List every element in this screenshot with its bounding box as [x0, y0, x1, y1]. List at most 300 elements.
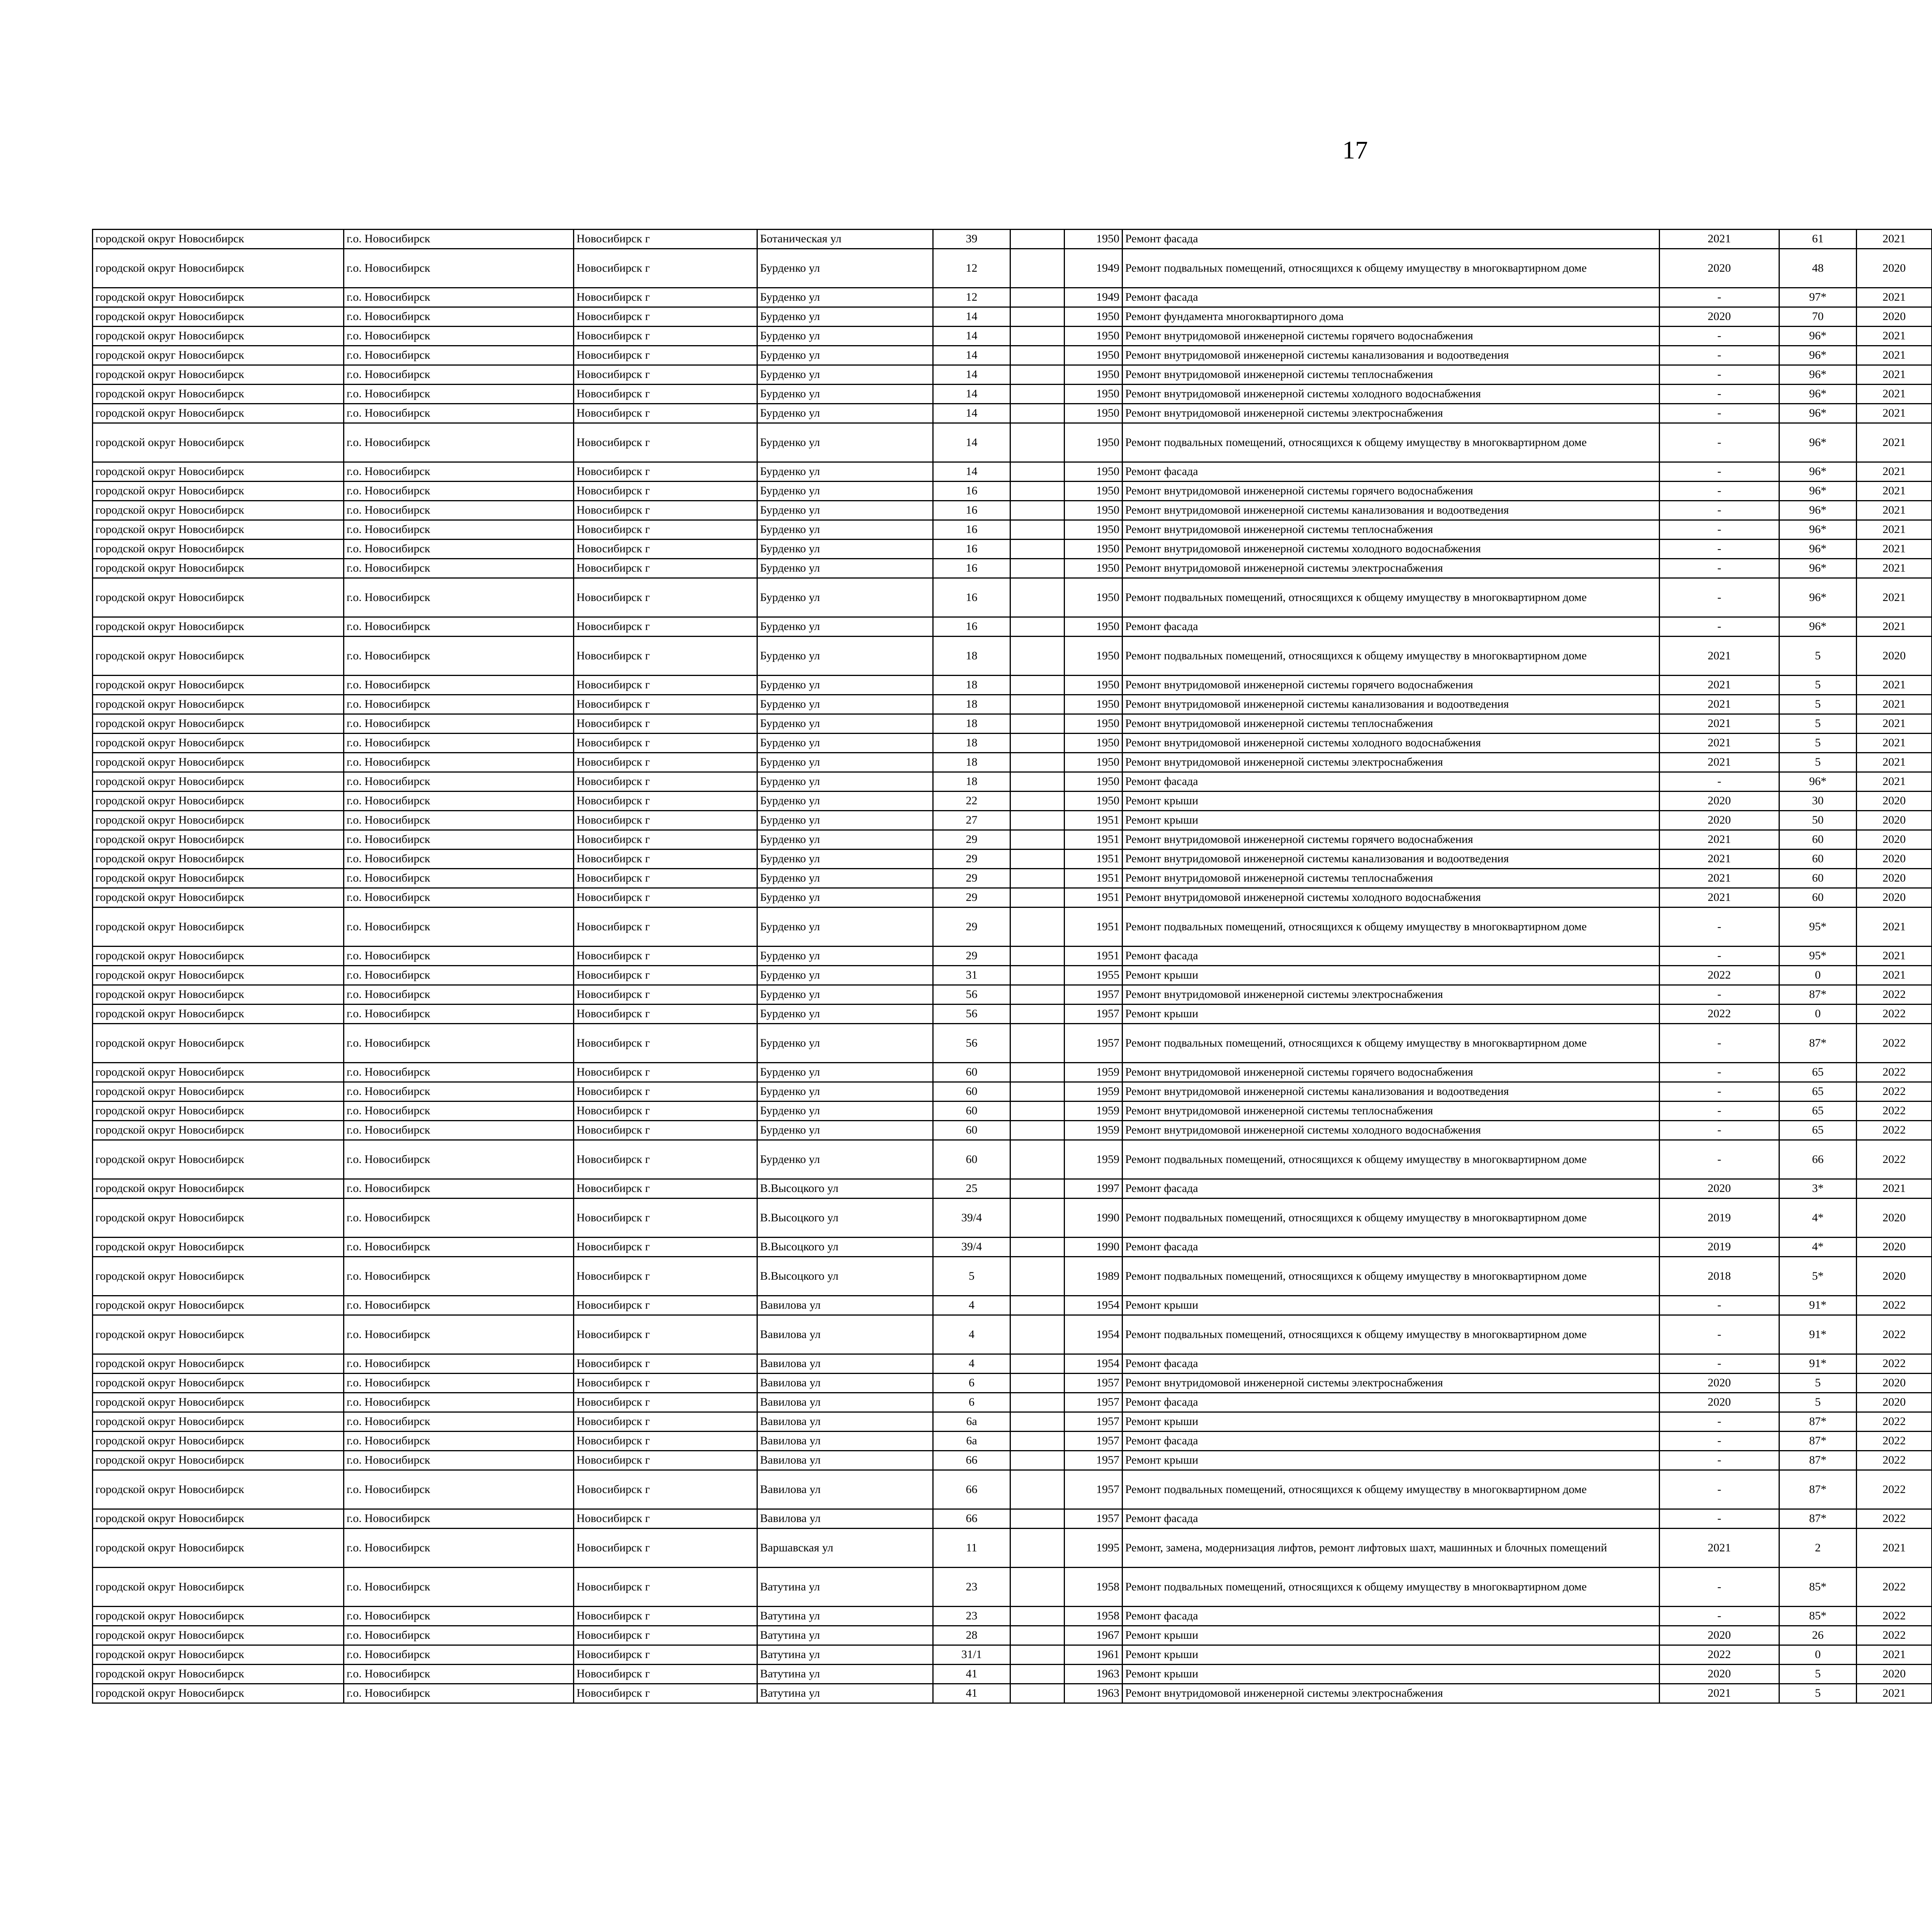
- cell-plan-year-start: 2020: [1857, 869, 1932, 888]
- cell-year-built: 1957: [1065, 1451, 1122, 1470]
- cell-street: Вавилова ул: [757, 1432, 933, 1451]
- cell-building: [1010, 1626, 1065, 1645]
- cell-settlement: г.о. Новосибирск: [344, 869, 574, 888]
- cell-last-repair-year: -: [1660, 947, 1779, 966]
- cell-building: [1010, 1024, 1065, 1063]
- cell-street: В.Высоцкого ул: [757, 1238, 933, 1257]
- cell-plan-year-start: 2022: [1857, 1024, 1932, 1063]
- cell-settlement: г.о. Новосибирск: [344, 327, 574, 346]
- cell-work-type: Ремонт внутридомовой инженерной системы теплоснабжения: [1122, 714, 1660, 734]
- cell-building: [1010, 1140, 1065, 1179]
- cell-year-built: 1950: [1065, 714, 1122, 734]
- cell-street: Бурденко ул: [757, 1121, 933, 1140]
- cell-wear-percent: 97*: [1779, 288, 1857, 307]
- cell-street: Бурденко ул: [757, 1140, 933, 1179]
- cell-municipality: городской округ Новосибирск: [93, 482, 344, 501]
- table-row: [93, 307, 1932, 327]
- cell-plan-year-start: 2022: [1857, 1432, 1932, 1451]
- cell-last-repair-year: -: [1660, 365, 1779, 385]
- cell-municipality: городской округ Новосибирск: [93, 1354, 344, 1374]
- cell-plan-year-start: 2020: [1857, 1374, 1932, 1393]
- cell-plan-year-start: 2021: [1857, 617, 1932, 637]
- cell-locality: Новосибирск г: [574, 617, 757, 637]
- cell-work-type: Ремонт фасада: [1122, 947, 1660, 966]
- cell-locality: Новосибирск г: [574, 1257, 757, 1296]
- cell-year-built: 1995: [1065, 1529, 1122, 1568]
- cell-year-built: 1958: [1065, 1607, 1122, 1626]
- cell-settlement: г.о. Новосибирск: [344, 578, 574, 617]
- cell-wear-percent: 96*: [1779, 385, 1857, 404]
- cell-plan-year-start: 2022: [1857, 1296, 1932, 1315]
- cell-wear-percent: 87*: [1779, 1432, 1857, 1451]
- cell-year-built: 1959: [1065, 1121, 1122, 1140]
- cell-house-number: 16: [933, 617, 1010, 637]
- cell-settlement: г.о. Новосибирск: [344, 288, 574, 307]
- table-row: [93, 501, 1932, 520]
- table-row: [93, 365, 1932, 385]
- cell-settlement: г.о. Новосибирск: [344, 714, 574, 734]
- cell-locality: Новосибирск г: [574, 578, 757, 617]
- cell-plan-year-start: 2021: [1857, 734, 1932, 753]
- cell-building: [1010, 540, 1065, 559]
- cell-wear-percent: 5: [1779, 1374, 1857, 1393]
- table-row: [93, 1004, 1932, 1024]
- cell-settlement: г.о. Новосибирск: [344, 1024, 574, 1063]
- cell-street: Ватутина ул: [757, 1684, 933, 1703]
- cell-house-number: 4: [933, 1354, 1010, 1374]
- cell-street: Бурденко ул: [757, 365, 933, 385]
- cell-year-built: 1963: [1065, 1665, 1122, 1684]
- cell-plan-year-start: 2020: [1857, 1393, 1932, 1412]
- cell-settlement: г.о. Новосибирск: [344, 1121, 574, 1140]
- cell-settlement: г.о. Новосибирск: [344, 520, 574, 540]
- cell-work-type: Ремонт внутридомовой инженерной системы горячего водоснабжения: [1122, 482, 1660, 501]
- cell-plan-year-start: 2021: [1857, 966, 1932, 985]
- cell-locality: Новосибирск г: [574, 346, 757, 365]
- cell-street: Ватутина ул: [757, 1568, 933, 1607]
- cell-work-type: Ремонт внутридомовой инженерной системы электроснабжения: [1122, 985, 1660, 1004]
- cell-locality: Новосибирск г: [574, 772, 757, 792]
- table-row: [93, 1257, 1932, 1296]
- cell-year-built: 1951: [1065, 850, 1122, 869]
- cell-year-built: 1950: [1065, 327, 1122, 346]
- cell-wear-percent: 60: [1779, 830, 1857, 850]
- cell-plan-year-start: 2020: [1857, 888, 1932, 907]
- table-row: [93, 1374, 1932, 1393]
- cell-plan-year-start: 2022: [1857, 985, 1932, 1004]
- table-row: [93, 888, 1932, 907]
- cell-last-repair-year: -: [1660, 1432, 1779, 1451]
- cell-wear-percent: 4*: [1779, 1238, 1857, 1257]
- cell-locality: Новосибирск г: [574, 1121, 757, 1140]
- cell-street: Бурденко ул: [757, 637, 933, 676]
- table-row: [93, 985, 1932, 1004]
- cell-house-number: 66: [933, 1509, 1010, 1529]
- cell-plan-year-start: 2021: [1857, 404, 1932, 423]
- cell-building: [1010, 617, 1065, 637]
- cell-wear-percent: 91*: [1779, 1315, 1857, 1354]
- cell-street: Бурденко ул: [757, 520, 933, 540]
- cell-street: Бурденко ул: [757, 501, 933, 520]
- cell-year-built: 1997: [1065, 1179, 1122, 1199]
- repair-registry-table: [92, 229, 1932, 1704]
- cell-locality: Новосибирск г: [574, 462, 757, 482]
- cell-last-repair-year: 2021: [1660, 1529, 1779, 1568]
- table-row: [93, 404, 1932, 423]
- table-row: [93, 1432, 1932, 1451]
- cell-wear-percent: 5: [1779, 1684, 1857, 1703]
- cell-building: [1010, 1082, 1065, 1102]
- cell-house-number: 31: [933, 966, 1010, 985]
- cell-locality: Новосибирск г: [574, 947, 757, 966]
- cell-house-number: 29: [933, 947, 1010, 966]
- cell-plan-year-start: 2020: [1857, 792, 1932, 811]
- cell-municipality: городской округ Новосибирск: [93, 385, 344, 404]
- cell-wear-percent: 87*: [1779, 1412, 1857, 1432]
- cell-building: [1010, 1179, 1065, 1199]
- cell-settlement: г.о. Новосибирск: [344, 772, 574, 792]
- cell-year-built: 1950: [1065, 695, 1122, 714]
- cell-wear-percent: 5: [1779, 714, 1857, 734]
- cell-plan-year-start: 2021: [1857, 559, 1932, 578]
- cell-wear-percent: 48: [1779, 249, 1857, 288]
- cell-municipality: городской округ Новосибирск: [93, 230, 344, 249]
- cell-street: Бурденко ул: [757, 249, 933, 288]
- cell-settlement: г.о. Новосибирск: [344, 617, 574, 637]
- cell-settlement: г.о. Новосибирск: [344, 907, 574, 947]
- cell-locality: Новосибирск г: [574, 1626, 757, 1645]
- cell-work-type: Ремонт внутридомовой инженерной системы теплоснабжения: [1122, 520, 1660, 540]
- cell-street: Бурденко ул: [757, 385, 933, 404]
- cell-work-type: Ремонт внутридомовой инженерной системы теплоснабжения: [1122, 365, 1660, 385]
- cell-plan-year-start: 2021: [1857, 288, 1932, 307]
- cell-street: Ватутина ул: [757, 1645, 933, 1665]
- cell-locality: Новосибирск г: [574, 1393, 757, 1412]
- cell-municipality: городской округ Новосибирск: [93, 501, 344, 520]
- cell-building: [1010, 1645, 1065, 1665]
- table-row: [93, 1451, 1932, 1470]
- cell-street: Вавилова ул: [757, 1354, 933, 1374]
- cell-wear-percent: 96*: [1779, 578, 1857, 617]
- cell-building: [1010, 1451, 1065, 1470]
- cell-house-number: 14: [933, 404, 1010, 423]
- cell-work-type: Ремонт внутридомовой инженерной системы канализования и водоотведения: [1122, 346, 1660, 365]
- cell-year-built: 1990: [1065, 1199, 1122, 1238]
- cell-building: [1010, 714, 1065, 734]
- cell-street: Вавилова ул: [757, 1296, 933, 1315]
- cell-last-repair-year: -: [1660, 1024, 1779, 1063]
- table-row: [93, 482, 1932, 501]
- cell-house-number: 16: [933, 520, 1010, 540]
- cell-locality: Новосибирск г: [574, 1432, 757, 1451]
- cell-municipality: городской округ Новосибирск: [93, 423, 344, 462]
- cell-locality: Новосибирск г: [574, 1607, 757, 1626]
- cell-wear-percent: 87*: [1779, 1024, 1857, 1063]
- cell-house-number: 6: [933, 1374, 1010, 1393]
- cell-work-type: Ремонт фасада: [1122, 462, 1660, 482]
- cell-locality: Новосибирск г: [574, 385, 757, 404]
- cell-last-repair-year: -: [1660, 1063, 1779, 1082]
- cell-work-type: Ремонт внутридомовой инженерной системы горячего водоснабжения: [1122, 1063, 1660, 1082]
- cell-municipality: городской округ Новосибирск: [93, 1315, 344, 1354]
- cell-work-type: Ремонт фундамента многоквартирного дома: [1122, 307, 1660, 327]
- cell-building: [1010, 1296, 1065, 1315]
- cell-last-repair-year: -: [1660, 404, 1779, 423]
- cell-plan-year-start: 2021: [1857, 423, 1932, 462]
- table-row: [93, 850, 1932, 869]
- cell-last-repair-year: -: [1660, 1470, 1779, 1509]
- cell-year-built: 1950: [1065, 637, 1122, 676]
- cell-work-type: Ремонт крыши: [1122, 811, 1660, 830]
- cell-municipality: городской округ Новосибирск: [93, 1140, 344, 1179]
- cell-house-number: 41: [933, 1665, 1010, 1684]
- cell-municipality: городской округ Новосибирск: [93, 714, 344, 734]
- cell-year-built: 1950: [1065, 734, 1122, 753]
- cell-municipality: городской округ Новосибирск: [93, 540, 344, 559]
- cell-year-built: 1959: [1065, 1102, 1122, 1121]
- cell-building: [1010, 327, 1065, 346]
- cell-house-number: 6: [933, 1393, 1010, 1412]
- cell-work-type: Ремонт крыши: [1122, 1412, 1660, 1432]
- cell-locality: Новосибирск г: [574, 869, 757, 888]
- cell-last-repair-year: 2021: [1660, 714, 1779, 734]
- cell-plan-year-start: 2022: [1857, 1607, 1932, 1626]
- cell-house-number: 16: [933, 501, 1010, 520]
- cell-house-number: 31/1: [933, 1645, 1010, 1665]
- cell-settlement: г.о. Новосибирск: [344, 1568, 574, 1607]
- cell-building: [1010, 869, 1065, 888]
- cell-settlement: г.о. Новосибирск: [344, 482, 574, 501]
- cell-house-number: 60: [933, 1082, 1010, 1102]
- cell-plan-year-start: 2022: [1857, 1451, 1932, 1470]
- cell-year-built: 1949: [1065, 288, 1122, 307]
- cell-house-number: 39: [933, 230, 1010, 249]
- cell-work-type: Ремонт подвальных помещений, относящихся к общему имуществу в многоквартирном доме: [1122, 1257, 1660, 1296]
- cell-building: [1010, 676, 1065, 695]
- cell-plan-year-start: 2022: [1857, 1140, 1932, 1179]
- cell-house-number: 23: [933, 1568, 1010, 1607]
- cell-year-built: 1957: [1065, 1374, 1122, 1393]
- cell-settlement: г.о. Новосибирск: [344, 1063, 574, 1082]
- table-row: [93, 249, 1932, 288]
- cell-year-built: 1950: [1065, 617, 1122, 637]
- cell-house-number: 39/4: [933, 1199, 1010, 1238]
- cell-house-number: 16: [933, 559, 1010, 578]
- cell-municipality: городской округ Новосибирск: [93, 404, 344, 423]
- cell-wear-percent: 5: [1779, 1665, 1857, 1684]
- table-row: [93, 1296, 1932, 1315]
- cell-house-number: 56: [933, 1004, 1010, 1024]
- cell-work-type: Ремонт крыши: [1122, 1004, 1660, 1024]
- cell-building: [1010, 1121, 1065, 1140]
- cell-last-repair-year: 2020: [1660, 1179, 1779, 1199]
- cell-wear-percent: 5*: [1779, 1257, 1857, 1296]
- cell-work-type: Ремонт внутридомовой инженерной системы электроснабжения: [1122, 1374, 1660, 1393]
- cell-building: [1010, 966, 1065, 985]
- cell-plan-year-start: 2021: [1857, 346, 1932, 365]
- cell-street: Ватутина ул: [757, 1607, 933, 1626]
- cell-municipality: городской округ Новосибирск: [93, 1238, 344, 1257]
- cell-year-built: 1958: [1065, 1568, 1122, 1607]
- cell-locality: Новосибирск г: [574, 907, 757, 947]
- cell-street: Бурденко ул: [757, 985, 933, 1004]
- cell-last-repair-year: -: [1660, 1315, 1779, 1354]
- cell-last-repair-year: -: [1660, 423, 1779, 462]
- cell-house-number: 18: [933, 734, 1010, 753]
- cell-last-repair-year: -: [1660, 1121, 1779, 1140]
- cell-building: [1010, 792, 1065, 811]
- cell-work-type: Ремонт фасада: [1122, 1607, 1660, 1626]
- table-row: [93, 559, 1932, 578]
- table-row: [93, 1568, 1932, 1607]
- cell-street: Бурденко ул: [757, 617, 933, 637]
- cell-plan-year-start: 2022: [1857, 1354, 1932, 1374]
- cell-settlement: г.о. Новосибирск: [344, 850, 574, 869]
- cell-settlement: г.о. Новосибирск: [344, 792, 574, 811]
- cell-municipality: городской округ Новосибирск: [93, 1626, 344, 1645]
- cell-settlement: г.о. Новосибирск: [344, 676, 574, 695]
- cell-municipality: городской округ Новосибирск: [93, 869, 344, 888]
- cell-street: В.Высоцкого ул: [757, 1179, 933, 1199]
- cell-street: В.Высоцкого ул: [757, 1257, 933, 1296]
- cell-last-repair-year: -: [1660, 907, 1779, 947]
- cell-house-number: 16: [933, 540, 1010, 559]
- cell-locality: Новосибирск г: [574, 1529, 757, 1568]
- cell-plan-year-start: 2021: [1857, 482, 1932, 501]
- table-row: [93, 578, 1932, 617]
- cell-last-repair-year: -: [1660, 482, 1779, 501]
- cell-house-number: 60: [933, 1121, 1010, 1140]
- cell-plan-year-start: 2021: [1857, 714, 1932, 734]
- cell-wear-percent: 5: [1779, 1393, 1857, 1412]
- cell-building: [1010, 249, 1065, 288]
- cell-house-number: 18: [933, 714, 1010, 734]
- cell-last-repair-year: 2021: [1660, 753, 1779, 772]
- cell-wear-percent: 5: [1779, 695, 1857, 714]
- cell-street: Бурденко ул: [757, 888, 933, 907]
- cell-building: [1010, 346, 1065, 365]
- table-row: [93, 637, 1932, 676]
- cell-building: [1010, 559, 1065, 578]
- cell-last-repair-year: 2020: [1660, 307, 1779, 327]
- cell-locality: Новосибирск г: [574, 1665, 757, 1684]
- cell-locality: Новосибирск г: [574, 1374, 757, 1393]
- cell-settlement: г.о. Новосибирск: [344, 462, 574, 482]
- cell-locality: Новосибирск г: [574, 365, 757, 385]
- cell-plan-year-start: 2022: [1857, 1470, 1932, 1509]
- table-row: [93, 1665, 1932, 1684]
- cell-wear-percent: 91*: [1779, 1354, 1857, 1374]
- cell-year-built: 1951: [1065, 869, 1122, 888]
- cell-municipality: городской округ Новосибирск: [93, 617, 344, 637]
- cell-municipality: городской округ Новосибирск: [93, 1179, 344, 1199]
- cell-building: [1010, 1063, 1065, 1082]
- cell-house-number: 16: [933, 578, 1010, 617]
- cell-municipality: городской округ Новосибирск: [93, 365, 344, 385]
- table-row: [93, 1684, 1932, 1703]
- cell-house-number: 56: [933, 1024, 1010, 1063]
- table-row: [93, 676, 1932, 695]
- cell-settlement: г.о. Новосибирск: [344, 1199, 574, 1238]
- cell-municipality: городской округ Новосибирск: [93, 1684, 344, 1703]
- cell-last-repair-year: 2021: [1660, 230, 1779, 249]
- table-row: [93, 1179, 1932, 1199]
- cell-settlement: г.о. Новосибирск: [344, 249, 574, 288]
- cell-wear-percent: 5: [1779, 637, 1857, 676]
- cell-house-number: 56: [933, 985, 1010, 1004]
- table-row: [93, 1470, 1932, 1509]
- cell-settlement: г.о. Новосибирск: [344, 1607, 574, 1626]
- cell-work-type: Ремонт фасада: [1122, 1432, 1660, 1451]
- cell-plan-year-start: 2021: [1857, 676, 1932, 695]
- cell-building: [1010, 1393, 1065, 1412]
- cell-house-number: 25: [933, 1179, 1010, 1199]
- cell-last-repair-year: -: [1660, 1082, 1779, 1102]
- cell-plan-year-start: 2021: [1857, 520, 1932, 540]
- table-row: [93, 1607, 1932, 1626]
- cell-last-repair-year: 2020: [1660, 249, 1779, 288]
- cell-plan-year-start: 2021: [1857, 385, 1932, 404]
- cell-settlement: г.о. Новосибирск: [344, 1315, 574, 1354]
- cell-year-built: 1949: [1065, 249, 1122, 288]
- cell-settlement: г.о. Новосибирск: [344, 1082, 574, 1102]
- cell-last-repair-year: 2021: [1660, 888, 1779, 907]
- cell-year-built: 1950: [1065, 346, 1122, 365]
- cell-municipality: городской округ Новосибирск: [93, 327, 344, 346]
- cell-last-repair-year: -: [1660, 985, 1779, 1004]
- cell-street: Бурденко ул: [757, 482, 933, 501]
- cell-house-number: 18: [933, 695, 1010, 714]
- table-row: [93, 734, 1932, 753]
- cell-wear-percent: 60: [1779, 850, 1857, 869]
- cell-house-number: 66: [933, 1470, 1010, 1509]
- cell-building: [1010, 772, 1065, 792]
- cell-street: Вавилова ул: [757, 1509, 933, 1529]
- cell-house-number: 18: [933, 772, 1010, 792]
- table-row: [93, 714, 1932, 734]
- cell-municipality: городской округ Новосибирск: [93, 888, 344, 907]
- cell-wear-percent: 0: [1779, 966, 1857, 985]
- cell-municipality: городской округ Новосибирск: [93, 1024, 344, 1063]
- cell-building: [1010, 1568, 1065, 1607]
- cell-year-built: 1950: [1065, 462, 1122, 482]
- cell-settlement: г.о. Новосибирск: [344, 404, 574, 423]
- cell-wear-percent: 96*: [1779, 365, 1857, 385]
- cell-year-built: 1950: [1065, 559, 1122, 578]
- cell-last-repair-year: 2021: [1660, 734, 1779, 753]
- cell-settlement: г.о. Новосибирск: [344, 753, 574, 772]
- table-row: [93, 520, 1932, 540]
- cell-house-number: 4: [933, 1296, 1010, 1315]
- cell-wear-percent: 61: [1779, 230, 1857, 249]
- cell-municipality: городской округ Новосибирск: [93, 1412, 344, 1432]
- cell-building: [1010, 1102, 1065, 1121]
- cell-municipality: городской округ Новосибирск: [93, 249, 344, 288]
- cell-settlement: г.о. Новосибирск: [344, 1412, 574, 1432]
- table-row: [93, 869, 1932, 888]
- table-row: [93, 1412, 1932, 1432]
- cell-street: Бурденко ул: [757, 578, 933, 617]
- cell-building: [1010, 888, 1065, 907]
- cell-house-number: 14: [933, 346, 1010, 365]
- cell-plan-year-start: 2022: [1857, 1509, 1932, 1529]
- cell-work-type: Ремонт внутридомовой инженерной системы канализования и водоотведения: [1122, 850, 1660, 869]
- cell-last-repair-year: 2021: [1660, 1684, 1779, 1703]
- cell-last-repair-year: -: [1660, 772, 1779, 792]
- table-row: [93, 1238, 1932, 1257]
- cell-building: [1010, 811, 1065, 830]
- table-row: [93, 966, 1932, 985]
